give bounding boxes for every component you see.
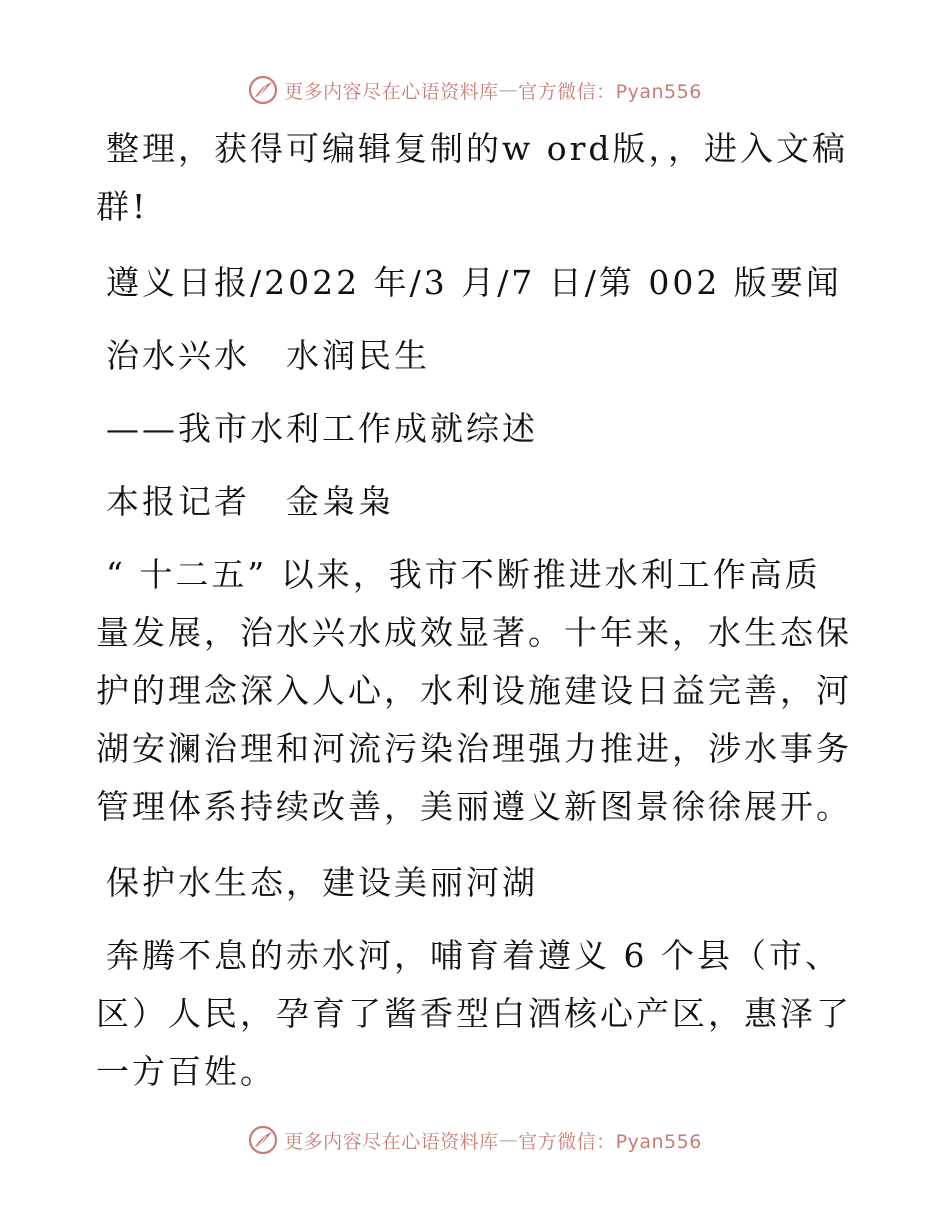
byline: 本报记者 金枭枭	[106, 482, 394, 521]
document-body	[96, 120, 856, 1119]
feather-logo-icon	[248, 1125, 278, 1155]
paragraph-chishui-river: 奔腾不息的赤水河，哺育着遵义 6 个县（市、区）人民，孕育了酱香型白酒核心产区，惠泽了一方百姓。	[96, 936, 852, 1091]
banner-wechat: 官方微信：Pyan556	[518, 1130, 702, 1153]
feather-logo-icon	[248, 75, 278, 105]
article-subtitle: ——我市水利工作成就综述	[106, 409, 538, 448]
footer-watermark-banner	[0, 1120, 950, 1160]
section-heading: 保护水生态，建设美丽河湖	[106, 863, 538, 902]
banner-text: 更多内容尽在心语资料库	[284, 80, 499, 103]
banner-wechat: 官方微信：Pyan556	[518, 80, 702, 103]
intro-note: 整理，获得可编辑复制的w ord版，，进入文稿群!	[96, 129, 849, 226]
banner-text: 更多内容尽在心语资料库	[284, 1130, 499, 1153]
paragraph-intro: “ 十二五” 以来，我市不断推进水利工作高质量发展，治水兴水成效显著。十年来，水生态保护的理念深入人心，水利设施建设日益完善，河湖安澜治理和河流污染治理强力推进，涉水事务管理体系持续改善，美丽遵义新图景徐徐展开。	[96, 555, 852, 826]
article-title: 治水兴水 水润民生	[106, 336, 430, 375]
header-watermark-banner	[0, 70, 950, 110]
banner-separator: —	[498, 79, 519, 101]
source-line: 遵义日报/2022 年/3 月/7 日/第 002 版要闻	[106, 263, 842, 302]
banner-separator: —	[498, 1129, 519, 1151]
